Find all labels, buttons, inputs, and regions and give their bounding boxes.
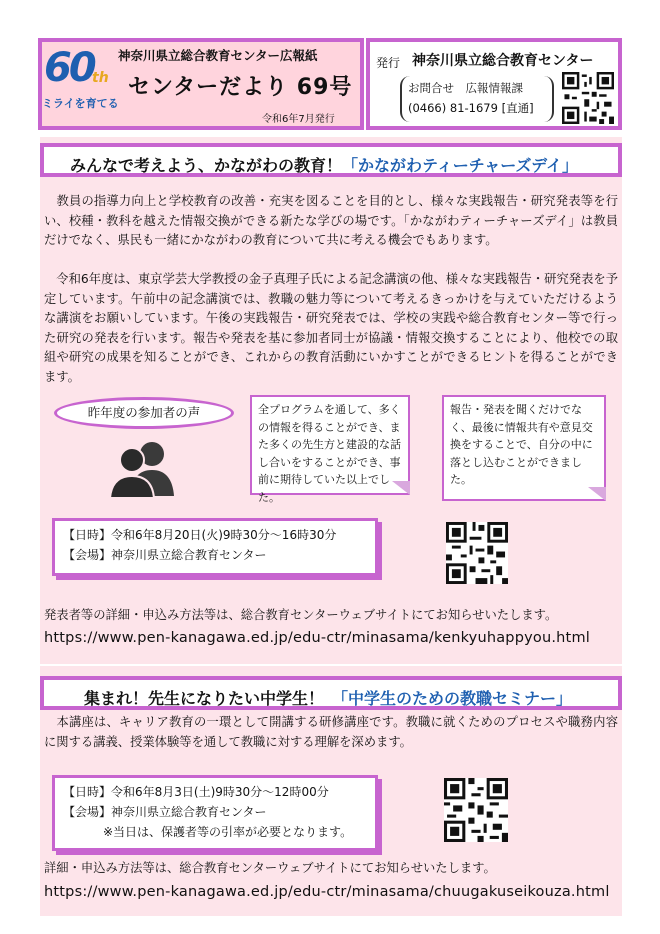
note-corner-2 (588, 487, 606, 501)
anniversary-logo: 60 (44, 45, 94, 91)
event2-guardian-note: ※当日は、保護者等の引率が必要となります。 (103, 825, 353, 839)
article2-paragraph: 本講座は、キャリア教育の一環として開講する研修講座です。教職に就くためのプロセスや職務内容に関する講義、授業体験等を通して教職に対する理解を深めます。 (44, 715, 618, 749)
voices-heading: 昨年度の参加者の声 (54, 397, 234, 429)
article1-banner (40, 143, 622, 177)
article2-url-link[interactable]: https://www.pen-kanagawa.ed.jp/edu-ctr/minasama/chuugakuseikouza.html (44, 884, 610, 900)
logo-tagline: ミライを育てる (42, 97, 119, 110)
header-qr-code[interactable] (562, 72, 614, 124)
article1-url-link[interactable]: https://www.pen-kanagawa.ed.jp/edu-ctr/minasama/kenkyuhappyou.html (44, 630, 590, 646)
issuer-name: 神奈川県立総合教育センター (412, 53, 594, 69)
article2-notice: 詳細・申込み方法等は、総合教育センターウェブサイトにてお知らせいたします。 (44, 861, 496, 875)
event2-venue: 【会場】神奈川県立総合教育センター (63, 805, 267, 819)
article1-heading-highlight: 「かながわティーチャーズデイ」 (342, 156, 579, 175)
people-icon (108, 438, 178, 498)
article1-qr-code[interactable] (446, 522, 508, 584)
participant-voice-2: 報告・発表を聞くだけでなく、最後に情報共有や意見交換をすることで、自分の中に落とし込むことができました。 (442, 395, 606, 501)
issuer-label: 発行 (376, 56, 401, 70)
article2-heading-highlight: 「中学生のための教職セミナー」 (340, 689, 573, 708)
event2-datetime: 【日時】令和6年8月3日(土)9時30分～12時00分 (63, 785, 329, 799)
event-info-box-2 (52, 775, 378, 851)
article2-banner (40, 676, 622, 710)
event1-datetime: 【日時】令和6年8月20日(火)9時30分～16時30分 (63, 528, 337, 542)
contact-phone[interactable]: (0466) 81-1679 [直通] (408, 101, 534, 115)
anniversary-logo-suffix: th (92, 70, 109, 86)
note-corner-1 (392, 481, 410, 495)
article1-notice: 発表者等の詳細・申込み方法等は、総合教育センターウェブサイトにてお知らせいたします。 (44, 608, 558, 622)
article1-paragraph-1: 教員の指導力向上と学校教育の改善・充実を図ることを目的とし、様々な実践報告・研究発表等を行い、校種・教科を越えた情報交換ができる新たな学びの場です。「かながわティーチャーズデイ」は教員だけでなく、県民も一緒にかながわの教育について共に考える機会でもあります。 (44, 194, 618, 248)
page-title: センターだより 69号 (128, 75, 353, 100)
contact-department: お問合せ 広報情報課 (408, 81, 523, 95)
publication-name: 神奈川県立総合教育センター広報紙 (118, 48, 318, 63)
article2-heading: 集まれ！先生になりたい中学生！ (84, 689, 341, 708)
issue-date: 令和6年7月発行 (262, 114, 335, 125)
article1-paragraph-2: 令和6年度は、東京学芸大学教授の金子真理子氏による記念講演の他、様々な実践報告・研究発表を予定しています。午前中の記念講演では、教職の魅力等について考えるきっかけを与えていただけるような講演をお願いしています。午後の実践報告・研究発表では、学校の実践や総合教育センター等で行った研究の発表を行います。報告や発表を基に参加者同士が協議・情報交換することにより、他校での取組や研究の成果を知ることができ、これからの教育活動にいかすことができるヒントを得ることができます。 (44, 272, 618, 384)
participant-voice-1: 全プログラムを通して、多くの情報を得ることができ、また多くの先生方と建設的な話し合いをすることができ、事前に期待していた以上でした。 (250, 395, 410, 495)
article1-heading: みんなで考えよう、かながわの教育！ (70, 156, 343, 175)
event-info-box-1 (52, 518, 378, 576)
event1-venue: 【会場】神奈川県立総合教育センター (63, 548, 267, 562)
article2-qr-code[interactable] (444, 778, 508, 842)
